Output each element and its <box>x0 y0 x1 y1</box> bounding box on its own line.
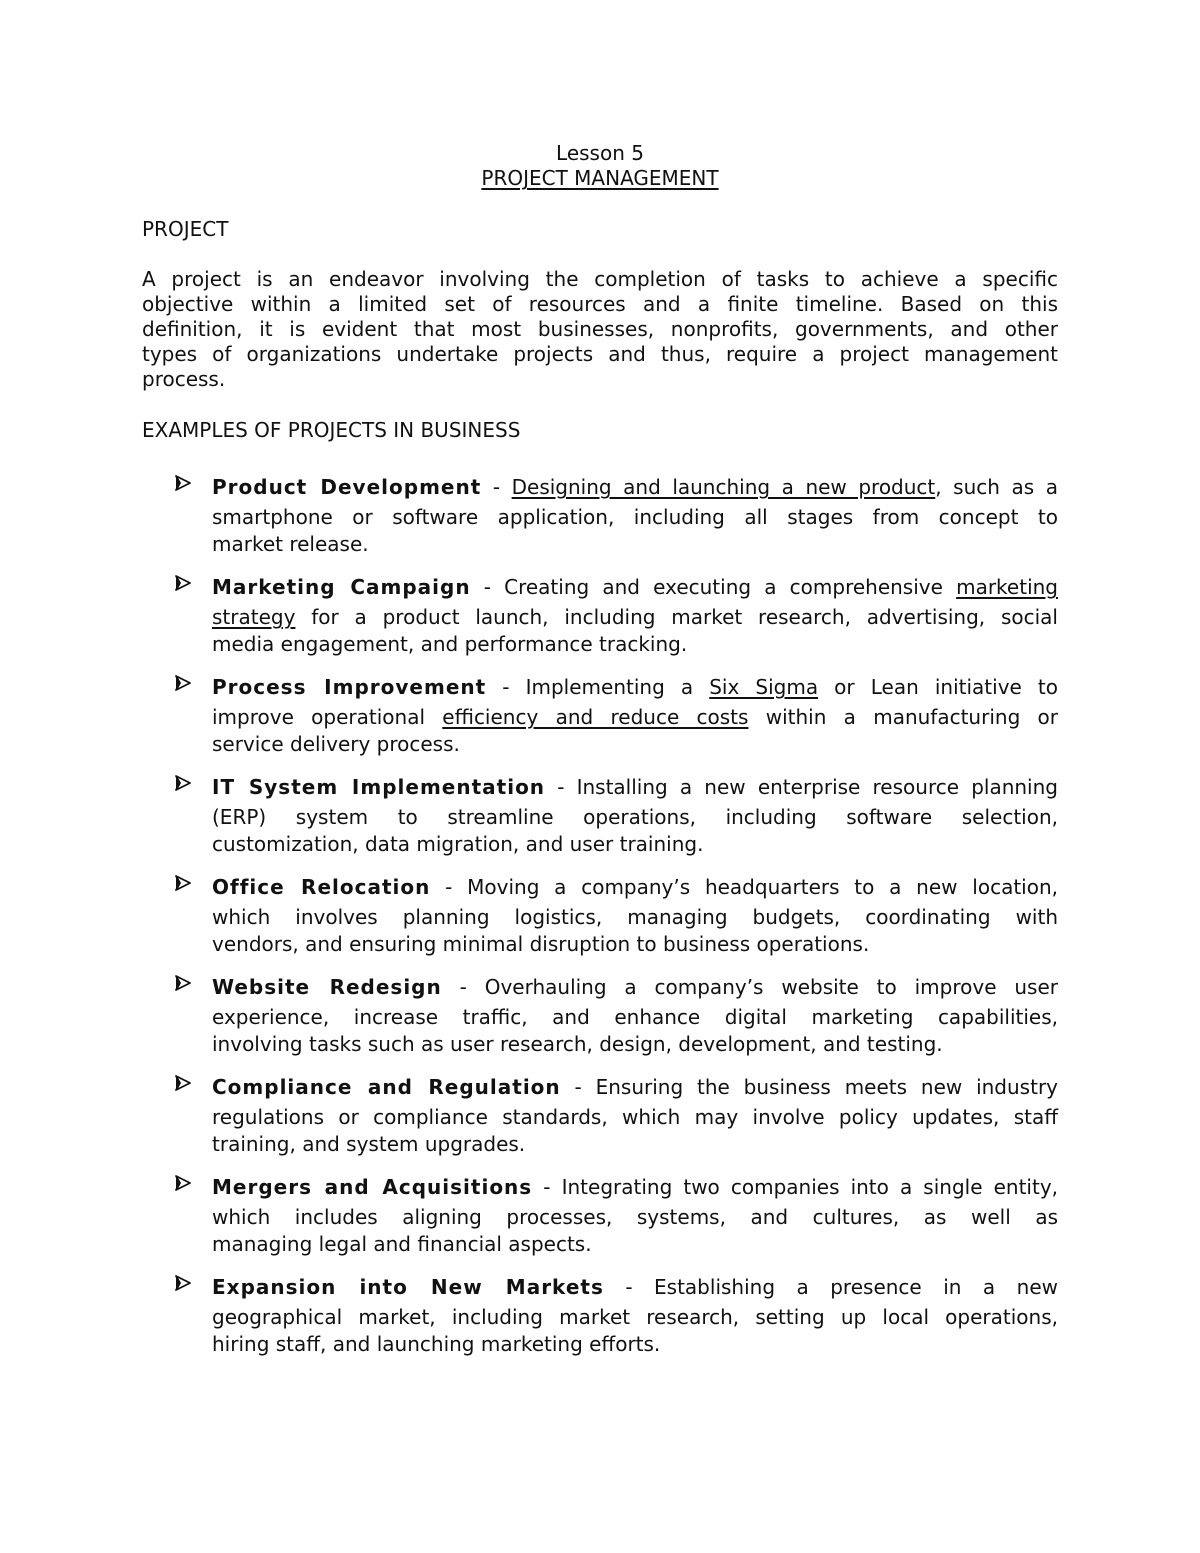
item-first-line: Expansion into New Markets - Establishing a presence in a new <box>212 1275 1058 1299</box>
definition-line: objective within a limited set of resources and a finite timeline. Based on this <box>142 292 1058 316</box>
item-description: regulations or compliance standards, which may involve policy updates, staff training, and system upgrades. <box>212 1105 1058 1156</box>
section-heading-examples: EXAMPLES OF PROJECTS IN BUSINESS <box>142 418 521 442</box>
arrow-bullet-icon <box>174 1170 198 1197</box>
item-term: Expansion into New Markets <box>212 1275 604 1299</box>
section-heading-project: PROJECT <box>142 217 229 241</box>
list-item <box>142 870 1058 970</box>
item-link: marketing <box>956 575 1058 599</box>
item-term: Process Improvement <box>212 675 487 699</box>
item-description: experience, increase traffic, and enhance digital marketing capabilities, involving tasks such as user research, design, development, and testing. <box>212 1005 1058 1056</box>
list-item <box>142 970 1058 1070</box>
list-item <box>142 670 1058 770</box>
item-first-line: Product Development - Designing and launching a new product, such as a <box>212 475 1058 499</box>
item-first-line: Mergers and Acquisitions - Integrating two companies into a single entity, <box>212 1175 1059 1199</box>
item-link: Designing and launching a new product <box>511 475 936 499</box>
item-link: efficiency and reduce costs <box>442 705 749 729</box>
item-link: Six Sigma <box>709 675 819 699</box>
item-term: Compliance and Regulation <box>212 1075 561 1099</box>
document-title-text: PROJECT MANAGEMENT <box>481 166 719 190</box>
item-term: IT System Implementation <box>212 775 546 799</box>
definition-line: process. <box>142 367 226 391</box>
item-first-line: Process Improvement - Implementing a Six Sigma or Lean initiative to <box>212 675 1059 699</box>
project-definition <box>142 267 1058 392</box>
arrow-bullet-icon <box>174 970 198 997</box>
arrow-bullet-icon <box>174 570 198 597</box>
arrow-bullet-icon <box>174 1270 198 1297</box>
item-description: which includes aligning processes, systems, and cultures, as well as managing legal and financial aspects. <box>212 1205 1058 1256</box>
item-first-line: Marketing Campaign - Creating and executing a comprehensive marketing <box>212 575 1058 599</box>
arrow-bullet-icon <box>174 1070 198 1097</box>
lesson-title: Lesson 5 <box>556 141 644 165</box>
item-first-line: Website Redesign - Overhauling a company’s website to improve user <box>212 975 1059 999</box>
examples-list <box>142 470 1058 1370</box>
definition-line: A project is an endeavor involving the completion of tasks to achieve a specific <box>142 267 1058 291</box>
list-item <box>142 770 1058 870</box>
arrow-bullet-icon <box>174 770 198 797</box>
list-item <box>142 470 1058 570</box>
item-first-line: Office Relocation - Moving a company’s headquarters to a new location, <box>212 875 1059 899</box>
item-first-line: Compliance and Regulation - Ensuring the business meets new industry <box>212 1075 1059 1099</box>
list-item <box>142 570 1058 670</box>
item-description: strategy for a product launch, including market research, advertising, social media engagement, and performance tracking. <box>212 605 1058 656</box>
item-link: strategy <box>212 605 296 629</box>
list-item <box>142 1170 1058 1270</box>
item-description: which involves planning logistics, managing budgets, coordinating with vendors, and ensuring minimal disruption to business operations. <box>212 905 1058 956</box>
arrow-bullet-icon <box>174 870 198 897</box>
document-page <box>142 141 1058 1370</box>
item-term: Office Relocation <box>212 875 431 899</box>
item-description: (ERP) system to streamline operations, including software selection, customization, data migration, and user training. <box>212 805 1058 856</box>
item-first-line: IT System Implementation - Installing a new enterprise resource planning <box>212 775 1058 799</box>
definition-line: definition, it is evident that most businesses, nonprofits, governments, and other <box>142 317 1058 341</box>
item-description: geographical market, including market research, setting up local operations, hiring staff, and launching marketing efforts. <box>212 1305 1058 1356</box>
item-term: Website Redesign <box>212 975 442 999</box>
definition-line: types of organizations undertake projects and thus, require a project management <box>142 342 1058 366</box>
arrow-bullet-icon <box>174 470 198 497</box>
list-item <box>142 1270 1058 1370</box>
item-term: Marketing Campaign <box>212 575 471 599</box>
list-item <box>142 1070 1058 1170</box>
document-title <box>142 166 1058 191</box>
item-description: improve operational efficiency and reduce costs within a manufacturing or service delivery process. <box>212 705 1058 756</box>
item-description: smartphone or software application, including all stages from concept to market release. <box>212 505 1058 556</box>
item-term: Product Development <box>212 475 482 499</box>
item-term: Mergers and Acquisitions <box>212 1175 533 1199</box>
arrow-bullet-icon <box>174 670 198 697</box>
